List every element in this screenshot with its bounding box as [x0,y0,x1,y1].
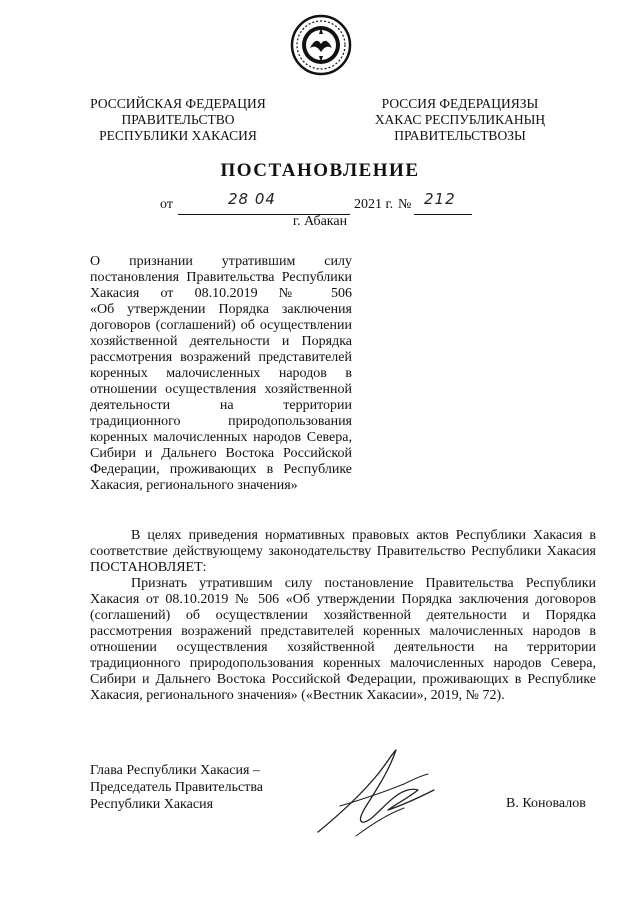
document-title: ПОСТАНОВЛЕНИЕ [220,160,420,181]
date-prefix: от [160,197,173,212]
date-year: 2021 г. [354,197,394,212]
header-left-line: РОССИЙСКАЯ ФЕДЕРАЦИЯ [90,96,266,111]
city: г. Абакан [292,214,348,229]
preamble-line: Федерации, проживающих в Республике [90,462,352,477]
handwritten-signature-icon [300,744,460,840]
preamble-line: коренных малочисленных народов в [90,366,352,381]
signatory-position-line: Председатель Правительства [90,780,263,795]
preamble-line: хозяйственной деятельности и Порядка [90,334,352,349]
number-handwritten: 212 [424,190,456,208]
preamble-line: Хакасия от 08.10.2019 № 506 [90,286,352,301]
body-line: отношении осуществления хозяйственной деятельности на территории [90,640,596,655]
signatory-position [90,762,263,813]
header-right [360,96,560,144]
body-line: ПОСТАНОВЛЯЕТ: [90,560,207,575]
body-line: Хакасия, регионального значения» («Вестник Хакасии», 2019, № 72). [90,688,505,703]
preamble-line: рассмотрения возражений представителей [90,350,352,365]
body-line: Признать утратившим силу постановление Правительства Республики [131,576,596,591]
coat-of-arms-emblem-icon [290,14,352,76]
number-prefix: № [398,197,412,212]
body-line: соответствие действующему законодательству Правительство Республики Хакасия [90,544,596,559]
preamble-line: О признании утратившим силу [90,254,352,269]
signatory-name: В. Коновалов [506,796,586,811]
preamble-line: отношении осуществления хозяйственной [90,382,352,397]
body-line: (соглашений) об осуществлении хозяйственной деятельности и Порядка [90,608,596,623]
preamble-line: «Об утверждении Порядка заключения [90,302,352,317]
body-line: Сибири и Дальнего Востока Российской Федерации, проживающих в Республике [90,672,596,687]
header-left-line: РЕСПУБЛИКИ ХАКАСИЯ [99,128,257,143]
header-right-line: РОССИЯ ФЕДЕРАЦИЯЗЫ [381,96,539,111]
preamble-line: деятельности на территории [90,398,352,413]
header-right-line: ПРАВИТЕЛЬСТВОЗЫ [394,128,526,143]
body-line: традиционного природопользования коренных малочисленных народов Севера, [90,656,596,671]
preamble-line: постановления Правительства Республики [90,270,352,285]
header-right-line: ХАКАС РЕСПУБЛИКАНЫҢ [374,112,546,127]
preamble-line: Хакасия, регионального значения» [90,478,298,493]
signatory-position-line: Республики Хакасия [90,797,214,812]
preamble-line: Сибири и Дальнего Востока Российской [90,446,352,461]
body-line: рассмотрения возражений представителей коренных малочисленных народов в [90,624,596,639]
body-line: Хакасия от 08.10.2019 № 506 «Об утверждении Порядка заключения договоров [90,592,596,607]
preamble-line: коренных малочисленных народов Севера, [90,430,352,445]
preamble-line: договоров (соглашений) об осуществлении [90,318,352,333]
header-left [78,96,278,144]
preamble-line: традиционного природопользования [90,414,352,429]
date-handwritten: 28 04 [228,190,276,208]
signatory-position-line: Глава Республики Хакасия – [90,763,260,778]
body-line: В целях приведения нормативных правовых актов Республики Хакасия в [131,528,596,543]
header-left-line: ПРАВИТЕЛЬСТВО [121,112,235,127]
